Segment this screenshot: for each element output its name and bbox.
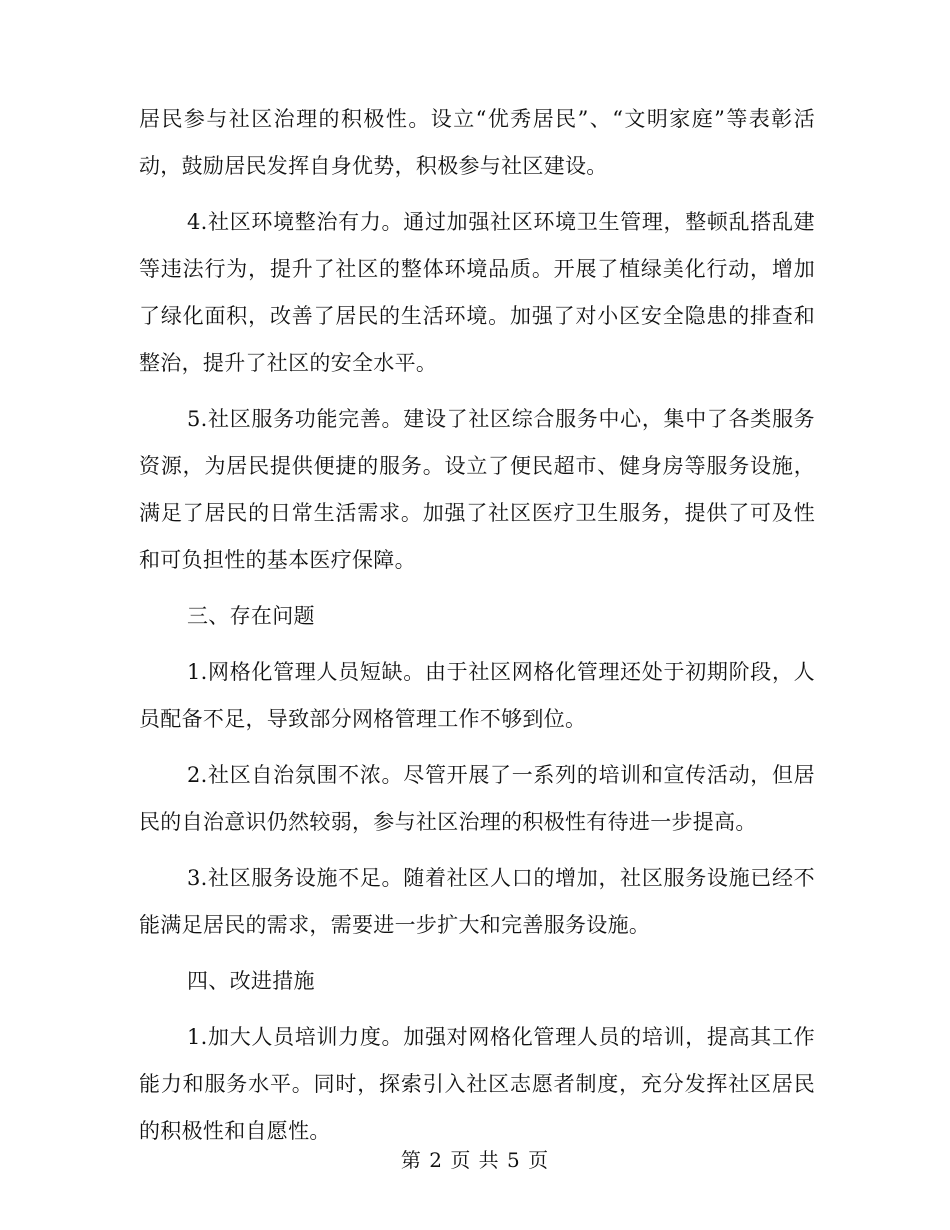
- paragraph-measure-1: 1.加大人员培训力度。加强对网格化管理人员的培训，提高其工作能力和服务水平。同时，探索引入社区志愿者制度，充分发挥社区居民的积极性和自愿性。: [139, 1025, 815, 1143]
- paragraph-environment: 4.社区环境整治有力。通过加强社区环境卫生管理，整顿乱搭乱建等违法行为，提升了社区的整体环境品质。开展了植绿美化行动，增加了绿化面积，改善了居民的生活环境。加强了对小区安全隐患的排查和整治，提升了社区的安全水平。: [139, 210, 815, 375]
- document-body: [139, 96, 815, 1164]
- section-heading-measures: 四、改进措施: [187, 969, 315, 993]
- page-number-footer: 第 2 页 共 5 页: [400, 1148, 550, 1172]
- section-heading-problems: 三、存在问题: [187, 604, 315, 628]
- paragraph-problem-3: 3.社区服务设施不足。随着社区人口的增加，社区服务设施已经不能满足居民的需求，需要进一步扩大和完善服务设施。: [139, 866, 815, 937]
- paragraph-continuation: 居民参与社区治理的积极性。设立“优秀居民”、“文明家庭”等表彰活动，鼓励居民发挥自身优势，积极参与社区建设。: [139, 107, 815, 178]
- paragraph-services: 5.社区服务功能完善。建设了社区综合服务中心，集中了各类服务资源，为居民提供便捷的服务。设立了便民超市、健身房等服务设施，满足了居民的日常生活需求。加强了社区医疗卫生服务，提供了可及性和可负担性的基本医疗保障。: [139, 407, 815, 572]
- paragraph-problem-2: 2.社区自治氛围不浓。尽管开展了一系列的培训和宣传活动，但居民的自治意识仍然较弱，参与社区治理的积极性有待进一步提高。: [139, 763, 815, 834]
- paragraph-problem-1: 1.网格化管理人员短缺。由于社区网格化管理还处于初期阶段，人员配备不足，导致部分网格管理工作不够到位。: [139, 660, 815, 731]
